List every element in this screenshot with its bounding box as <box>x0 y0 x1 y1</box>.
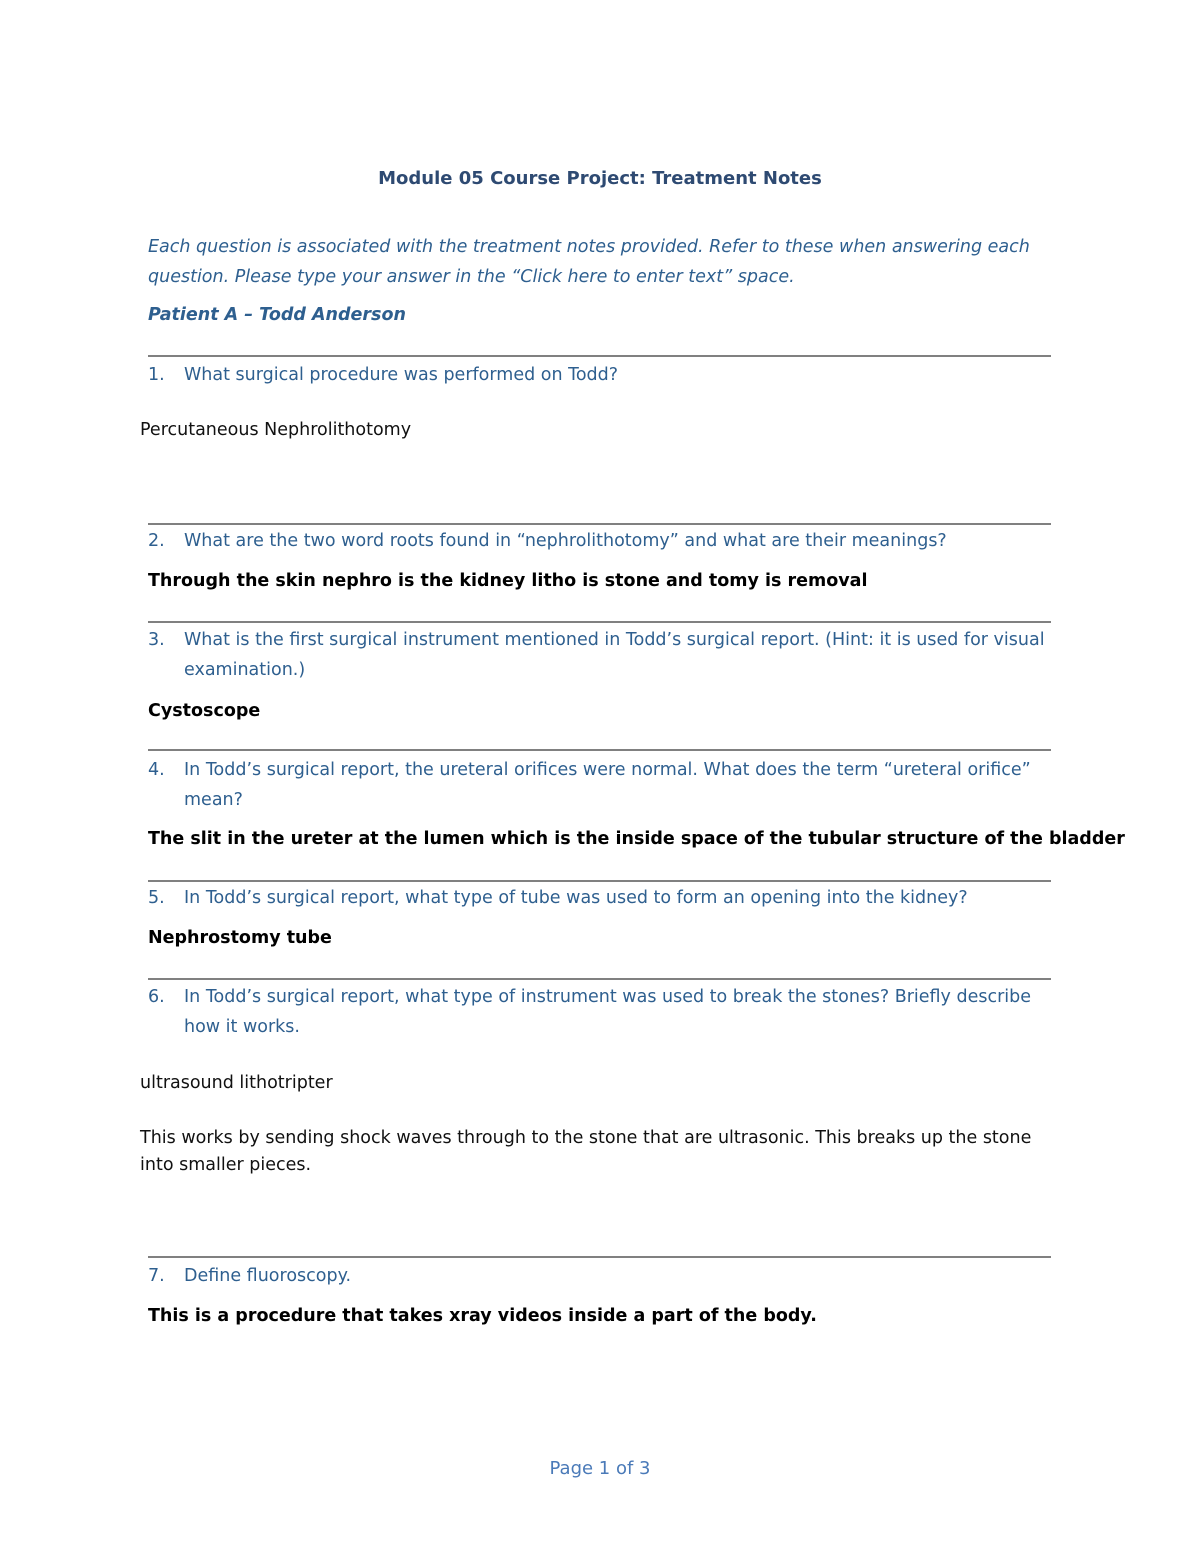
question-number: 1. <box>148 365 165 385</box>
page-number: Page 1 of 3 <box>549 1458 651 1479</box>
question-number: 5. <box>148 888 165 908</box>
question-1 <box>148 360 1053 390</box>
question-2 <box>148 526 1053 556</box>
answer-text[interactable]: Nephrostomy tube <box>148 928 332 948</box>
question-divider <box>148 355 1051 357</box>
question-text: In Todd’s surgical report, what type of instrument was used to break the stones? Briefly describe how it works. <box>184 987 1032 1037</box>
question-divider <box>148 1256 1051 1258</box>
question-text: In Todd’s surgical report, the ureteral orifices were normal. What does the term “ureteral orifice” mean? <box>184 760 1031 810</box>
question-number: 4. <box>148 760 165 780</box>
question-number: 3. <box>148 630 165 650</box>
question-text: Define fluoroscopy. <box>184 1266 352 1286</box>
answer-text[interactable]: Through the skin nephro is the kidney litho is stone and tomy is removal <box>148 571 868 591</box>
answer-text[interactable]: ultrasound lithotripter <box>140 1073 333 1093</box>
question-text: What are the two word roots found in “nephrolithotomy” and what are their meanings? <box>184 531 947 551</box>
answer-text[interactable]: The slit in the ureter at the lumen which is the inside space of the tubular structure of the bladder <box>148 829 1125 849</box>
question-6 <box>148 982 1053 1042</box>
question-7 <box>148 1261 1053 1291</box>
question-number: 7. <box>148 1266 165 1286</box>
answer-text[interactable]: This is a procedure that takes xray videos inside a part of the body. <box>148 1306 817 1326</box>
question-text: In Todd’s surgical report, what type of tube was used to form an opening into the kidney? <box>184 888 968 908</box>
patient-heading: Patient A – Todd Anderson <box>148 305 406 325</box>
answer-text[interactable]: This works by sending shock waves through to the stone that are ultrasonic. This breaks up the stone into smaller pieces. <box>140 1128 1032 1175</box>
question-3 <box>148 625 1053 685</box>
question-text: What surgical procedure was performed on Todd? <box>184 365 619 385</box>
answer-text[interactable]: Percutaneous Nephrolithotomy <box>140 420 412 440</box>
question-divider <box>148 749 1051 751</box>
question-text: What is the first surgical instrument mentioned in Todd’s surgical report. (Hint: it is used for visual examination.) <box>184 630 1045 680</box>
question-5 <box>148 883 1053 913</box>
question-number: 6. <box>148 987 165 1007</box>
instructions-text: Each question is associated with the treatment notes provided. Refer to these when answering each question. Please type your answer in the “Click here to enter text” space. <box>148 237 1030 287</box>
question-number: 2. <box>148 531 165 551</box>
question-divider <box>148 621 1051 623</box>
question-divider <box>148 978 1051 980</box>
answer-text[interactable]: Cystoscope <box>148 701 261 721</box>
question-divider <box>148 523 1051 525</box>
document-title: Module 05 Course Project: Treatment Notes <box>378 168 822 189</box>
question-divider <box>148 880 1051 882</box>
question-4 <box>148 755 1053 815</box>
